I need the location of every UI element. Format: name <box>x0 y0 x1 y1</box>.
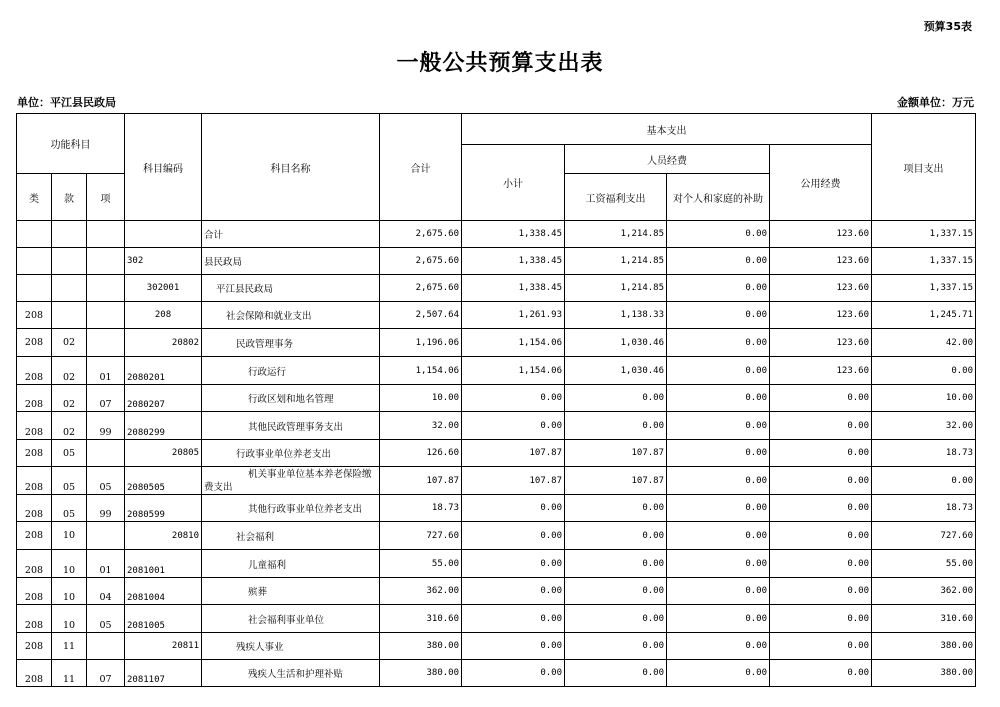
table-row <box>17 221 976 248</box>
lei-cell: 208 <box>17 440 52 467</box>
xiang-cell: 05 <box>87 605 125 633</box>
table-row <box>17 357 976 385</box>
public-cell: 0.00 <box>770 578 872 605</box>
table-number: 预算35表 <box>923 20 972 33</box>
project-cell: 0.00 <box>872 467 976 495</box>
xiang-cell: 07 <box>87 660 125 687</box>
subsidy-cell: 0.00 <box>667 495 770 522</box>
public-cell: 123.60 <box>770 248 872 275</box>
code-cell: 2081004 <box>125 578 202 605</box>
project-cell: 1,245.71 <box>872 302 976 329</box>
subsidy-cell: 0.00 <box>667 385 770 412</box>
subtotal-cell: 107.87 <box>462 467 565 495</box>
name-cell: 行政运行 <box>202 357 380 385</box>
wage-cell: 1,214.85 <box>565 275 667 302</box>
kuan-cell: 05 <box>52 495 87 522</box>
wage-cell: 0.00 <box>565 385 667 412</box>
kuan-cell: 10 <box>52 522 87 550</box>
subsidy-cell: 0.00 <box>667 550 770 578</box>
table-row <box>17 660 976 687</box>
header-subsidy: 对个人和家庭的补助 <box>667 174 770 221</box>
header-name: 科目名称 <box>202 114 380 221</box>
public-cell: 0.00 <box>770 550 872 578</box>
subsidy-cell: 0.00 <box>667 275 770 302</box>
kuan-cell: 02 <box>52 412 87 440</box>
subsidy-cell: 0.00 <box>667 578 770 605</box>
kuan-cell: 05 <box>52 440 87 467</box>
xiang-cell: 99 <box>87 412 125 440</box>
lei-cell: 208 <box>17 633 52 660</box>
table-row <box>17 385 976 412</box>
table-row <box>17 495 976 522</box>
total-cell: 2,675.60 <box>380 221 462 248</box>
lei-cell: 208 <box>17 329 52 357</box>
name-cell: 儿童福利 <box>202 550 380 578</box>
subtotal-cell: 0.00 <box>462 412 565 440</box>
header-subtotal: 小计 <box>462 145 565 221</box>
lei-cell: 208 <box>17 578 52 605</box>
xiang-cell <box>87 440 125 467</box>
budget-table <box>16 113 976 687</box>
subsidy-cell: 0.00 <box>667 440 770 467</box>
subtotal-cell: 0.00 <box>462 522 565 550</box>
total-cell: 126.60 <box>380 440 462 467</box>
code-cell: 2080505 <box>125 467 202 495</box>
table-row <box>17 605 976 633</box>
subtotal-cell: 0.00 <box>462 550 565 578</box>
project-cell: 1,337.15 <box>872 221 976 248</box>
subtotal-cell: 1,338.45 <box>462 221 565 248</box>
name-cell: 行政事业单位养老支出 <box>202 440 380 467</box>
code-cell <box>125 221 202 248</box>
wage-cell: 1,030.46 <box>565 357 667 385</box>
code-cell: 302001 <box>125 275 202 302</box>
xiang-cell: 01 <box>87 550 125 578</box>
subsidy-cell: 0.00 <box>667 633 770 660</box>
wage-cell: 1,138.33 <box>565 302 667 329</box>
code-cell: 20805 <box>125 440 202 467</box>
table-row <box>17 522 976 550</box>
code-cell: 2081001 <box>125 550 202 578</box>
name-cell: 机关事业单位基本养老保险缴费支出 <box>202 467 380 495</box>
xiang-cell: 07 <box>87 385 125 412</box>
name-cell: 县民政局 <box>202 248 380 275</box>
wage-cell: 1,030.46 <box>565 329 667 357</box>
table-row <box>17 412 976 440</box>
lei-cell: 208 <box>17 550 52 578</box>
wage-cell: 107.87 <box>565 467 667 495</box>
project-cell: 380.00 <box>872 633 976 660</box>
code-cell: 2080201 <box>125 357 202 385</box>
wage-cell: 0.00 <box>565 660 667 687</box>
subsidy-cell: 0.00 <box>667 467 770 495</box>
name-cell: 残疾人事业 <box>202 633 380 660</box>
wage-cell: 107.87 <box>565 440 667 467</box>
name-cell: 其他民政管理事务支出 <box>202 412 380 440</box>
subtotal-cell: 0.00 <box>462 660 565 687</box>
page-title: 一般公共预算支出表 <box>396 51 604 76</box>
code-cell: 20802 <box>125 329 202 357</box>
project-cell: 0.00 <box>872 357 976 385</box>
name-cell: 社会福利事业单位 <box>202 605 380 633</box>
code-cell: 2081107 <box>125 660 202 687</box>
kuan-cell: 02 <box>52 329 87 357</box>
lei-cell <box>17 248 52 275</box>
total-cell: 2,675.60 <box>380 248 462 275</box>
name-cell: 行政区划和地名管理 <box>202 385 380 412</box>
total-cell: 1,154.06 <box>380 357 462 385</box>
project-cell: 1,337.15 <box>872 275 976 302</box>
total-cell: 2,507.64 <box>380 302 462 329</box>
public-cell: 0.00 <box>770 467 872 495</box>
amount-unit-label: 金额单位：万元 <box>897 96 974 109</box>
kuan-cell: 11 <box>52 633 87 660</box>
subtotal-cell: 1,154.06 <box>462 329 565 357</box>
header-kuan: 款 <box>52 174 87 221</box>
subtotal-cell: 0.00 <box>462 633 565 660</box>
table-row <box>17 302 976 329</box>
name-cell: 殡葬 <box>202 578 380 605</box>
project-cell: 18.73 <box>872 495 976 522</box>
header-basic: 基本支出 <box>462 114 872 145</box>
subtotal-cell: 0.00 <box>462 605 565 633</box>
header-project: 项目支出 <box>872 114 976 221</box>
table-row <box>17 248 976 275</box>
kuan-cell <box>52 221 87 248</box>
public-cell: 0.00 <box>770 660 872 687</box>
subtotal-cell: 1,338.45 <box>462 275 565 302</box>
public-cell: 0.00 <box>770 495 872 522</box>
subsidy-cell: 0.00 <box>667 522 770 550</box>
subsidy-cell: 0.00 <box>667 357 770 385</box>
header-total: 合计 <box>380 114 462 221</box>
table-row <box>17 467 976 495</box>
table-row <box>17 329 976 357</box>
table-row <box>17 578 976 605</box>
wage-cell: 1,214.85 <box>565 248 667 275</box>
wage-cell: 0.00 <box>565 412 667 440</box>
code-cell: 20810 <box>125 522 202 550</box>
subsidy-cell: 0.00 <box>667 329 770 357</box>
name-cell: 其他行政事业单位养老支出 <box>202 495 380 522</box>
total-cell: 18.73 <box>380 495 462 522</box>
project-cell: 380.00 <box>872 660 976 687</box>
project-cell: 1,337.15 <box>872 248 976 275</box>
total-cell: 380.00 <box>380 660 462 687</box>
header-wage: 工资福利支出 <box>565 174 667 221</box>
table-row <box>17 550 976 578</box>
kuan-cell: 02 <box>52 357 87 385</box>
public-cell: 123.60 <box>770 357 872 385</box>
code-cell: 2080599 <box>125 495 202 522</box>
lei-cell: 208 <box>17 357 52 385</box>
wage-cell: 1,214.85 <box>565 221 667 248</box>
project-cell: 42.00 <box>872 329 976 357</box>
subtotal-cell: 0.00 <box>462 385 565 412</box>
total-cell: 380.00 <box>380 633 462 660</box>
total-cell: 727.60 <box>380 522 462 550</box>
name-cell: 合计 <box>202 221 380 248</box>
total-cell: 55.00 <box>380 550 462 578</box>
xiang-cell <box>87 522 125 550</box>
xiang-cell <box>87 302 125 329</box>
xiang-cell: 04 <box>87 578 125 605</box>
kuan-cell <box>52 248 87 275</box>
public-cell: 123.60 <box>770 329 872 357</box>
xiang-cell <box>87 275 125 302</box>
header-code: 科目编码 <box>125 114 202 221</box>
code-cell: 208 <box>125 302 202 329</box>
total-cell: 10.00 <box>380 385 462 412</box>
lei-cell: 208 <box>17 660 52 687</box>
xiang-cell <box>87 329 125 357</box>
public-cell: 0.00 <box>770 633 872 660</box>
kuan-cell: 11 <box>52 660 87 687</box>
subsidy-cell: 0.00 <box>667 660 770 687</box>
subtotal-cell: 0.00 <box>462 578 565 605</box>
lei-cell: 208 <box>17 605 52 633</box>
wage-cell: 0.00 <box>565 522 667 550</box>
code-cell: 2081005 <box>125 605 202 633</box>
name-cell: 民政管理事务 <box>202 329 380 357</box>
code-cell: 2080299 <box>125 412 202 440</box>
kuan-cell: 05 <box>52 467 87 495</box>
wage-cell: 0.00 <box>565 495 667 522</box>
total-cell: 107.87 <box>380 467 462 495</box>
project-cell: 727.60 <box>872 522 976 550</box>
public-cell: 123.60 <box>770 221 872 248</box>
header-lei: 类 <box>17 174 52 221</box>
header-personnel: 人员经费 <box>565 145 770 174</box>
code-cell: 302 <box>125 248 202 275</box>
lei-cell <box>17 275 52 302</box>
code-cell: 2080207 <box>125 385 202 412</box>
xiang-cell <box>87 633 125 660</box>
code-cell: 20811 <box>125 633 202 660</box>
xiang-cell <box>87 248 125 275</box>
kuan-cell: 10 <box>52 550 87 578</box>
lei-cell: 208 <box>17 412 52 440</box>
public-cell: 123.60 <box>770 275 872 302</box>
public-cell: 123.60 <box>770 302 872 329</box>
subtotal-cell: 1,261.93 <box>462 302 565 329</box>
kuan-cell: 02 <box>52 385 87 412</box>
project-cell: 55.00 <box>872 550 976 578</box>
name-cell: 社会福利 <box>202 522 380 550</box>
name-cell: 社会保障和就业支出 <box>202 302 380 329</box>
header-public: 公用经费 <box>770 145 872 221</box>
subsidy-cell: 0.00 <box>667 302 770 329</box>
kuan-cell: 10 <box>52 605 87 633</box>
subsidy-cell: 0.00 <box>667 221 770 248</box>
wage-cell: 0.00 <box>565 578 667 605</box>
project-cell: 18.73 <box>872 440 976 467</box>
subtotal-cell: 1,338.45 <box>462 248 565 275</box>
total-cell: 310.60 <box>380 605 462 633</box>
project-cell: 362.00 <box>872 578 976 605</box>
project-cell: 32.00 <box>872 412 976 440</box>
subsidy-cell: 0.00 <box>667 412 770 440</box>
lei-cell: 208 <box>17 302 52 329</box>
table-row <box>17 440 976 467</box>
total-cell: 2,675.60 <box>380 275 462 302</box>
name-cell: 平江县民政局 <box>202 275 380 302</box>
subtotal-cell: 107.87 <box>462 440 565 467</box>
subsidy-cell: 0.00 <box>667 248 770 275</box>
header-func-subject: 功能科目 <box>17 114 125 174</box>
xiang-cell <box>87 221 125 248</box>
public-cell: 0.00 <box>770 412 872 440</box>
lei-cell <box>17 221 52 248</box>
project-cell: 10.00 <box>872 385 976 412</box>
subsidy-cell: 0.00 <box>667 605 770 633</box>
xiang-cell: 01 <box>87 357 125 385</box>
public-cell: 0.00 <box>770 440 872 467</box>
header-xiang: 项 <box>87 174 125 221</box>
kuan-cell <box>52 275 87 302</box>
name-cell: 残疾人生活和护理补贴 <box>202 660 380 687</box>
project-cell: 310.60 <box>872 605 976 633</box>
lei-cell: 208 <box>17 495 52 522</box>
wage-cell: 0.00 <box>565 550 667 578</box>
total-cell: 362.00 <box>380 578 462 605</box>
table-row <box>17 633 976 660</box>
public-cell: 0.00 <box>770 522 872 550</box>
lei-cell: 208 <box>17 522 52 550</box>
subtotal-cell: 1,154.06 <box>462 357 565 385</box>
subtotal-cell: 0.00 <box>462 495 565 522</box>
xiang-cell: 05 <box>87 467 125 495</box>
public-cell: 0.00 <box>770 385 872 412</box>
kuan-cell: 10 <box>52 578 87 605</box>
lei-cell: 208 <box>17 467 52 495</box>
public-cell: 0.00 <box>770 605 872 633</box>
lei-cell: 208 <box>17 385 52 412</box>
xiang-cell: 99 <box>87 495 125 522</box>
total-cell: 1,196.06 <box>380 329 462 357</box>
table-row <box>17 275 976 302</box>
total-cell: 32.00 <box>380 412 462 440</box>
wage-cell: 0.00 <box>565 633 667 660</box>
unit-label: 单位：平江县民政局 <box>17 96 116 109</box>
kuan-cell <box>52 302 87 329</box>
wage-cell: 0.00 <box>565 605 667 633</box>
